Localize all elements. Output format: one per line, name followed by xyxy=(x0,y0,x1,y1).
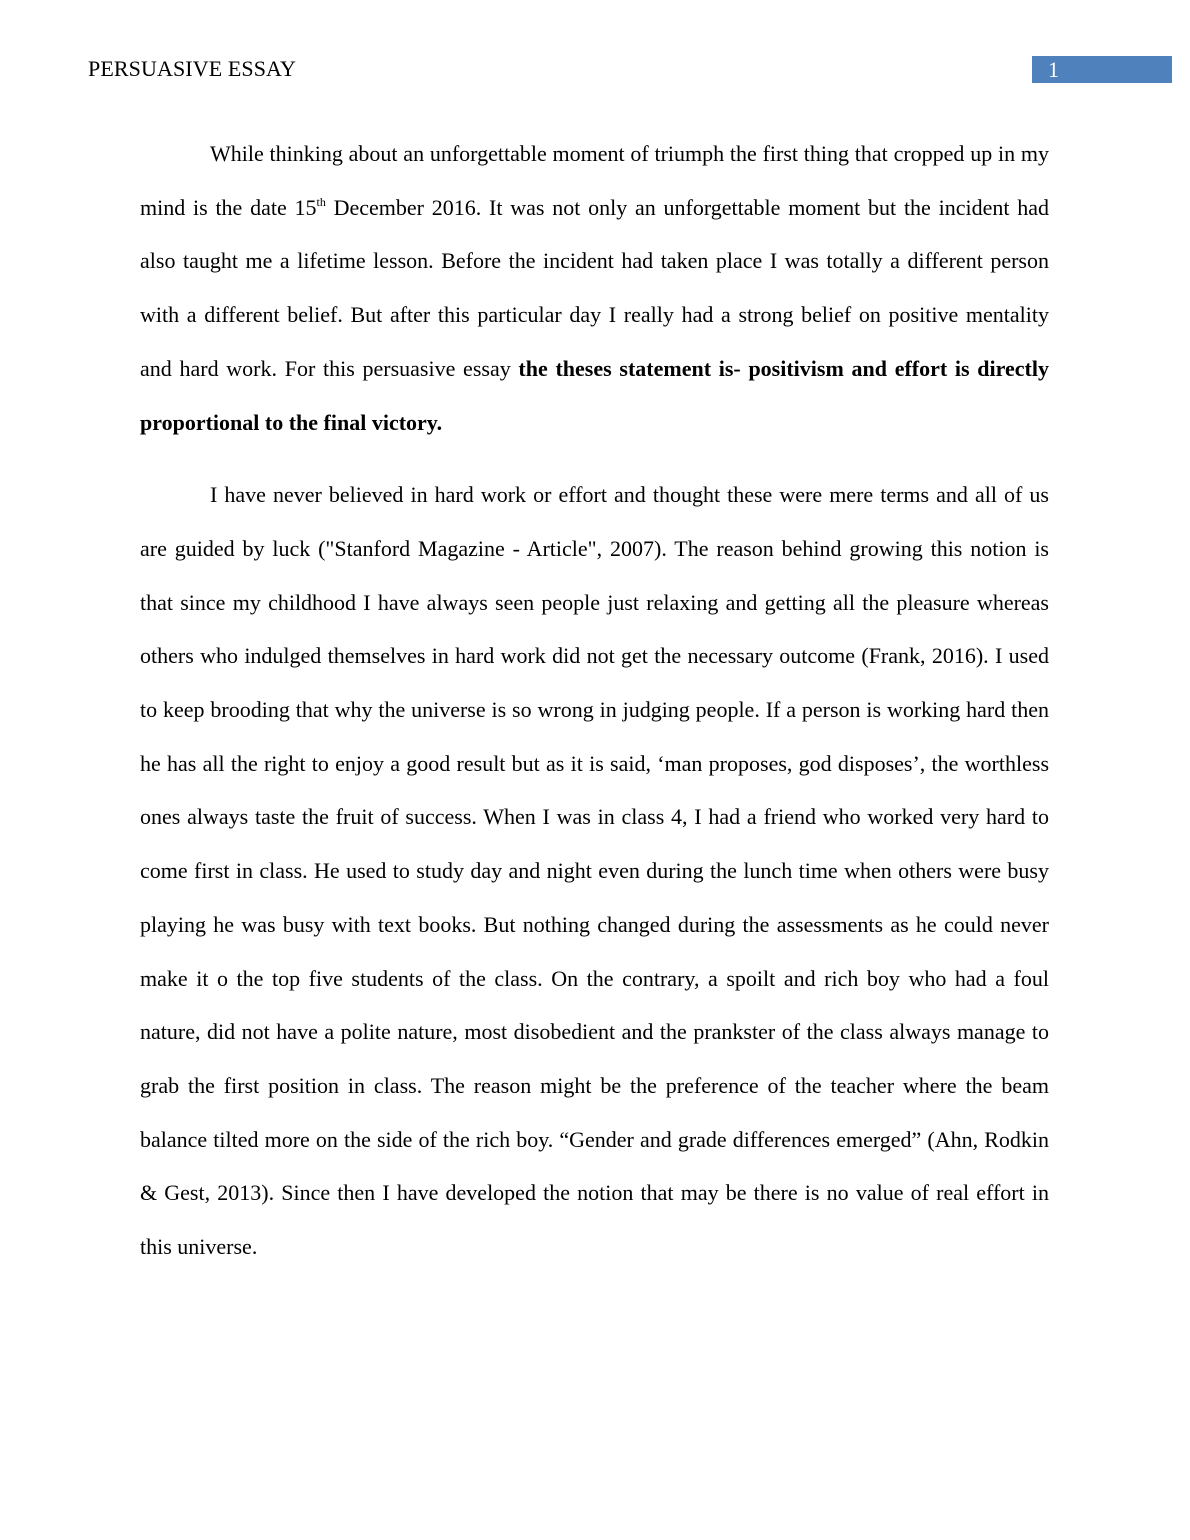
paragraph-1-text-a: While thinking about an unforgettable moment of triumph the first thing that cropped up in my mind is the date 15 xyxy=(140,141,1049,220)
page-number-box xyxy=(1032,56,1172,83)
thesis-statement: the theses statement is- positivism and effort is directly proportional to the final victory. xyxy=(140,355,1049,435)
paragraph-1 xyxy=(140,127,1049,449)
paragraph-1-text-b: December 2016. It was not only an unforgettable moment but the incident had also taught me a lifetime lesson. Before the incident had taken place I was totally a different person with a different belief. But after this particular day I really had a strong belief on positive mentality and hard work. For this persuasive essay xyxy=(140,194,1049,381)
essay-body xyxy=(140,127,1049,1274)
running-head: PERSUASIVE ESSAY xyxy=(88,56,297,81)
paragraph-2: I have never believed in hard work or effort and thought these were mere terms and all of us are guided by luck ("Stanford Magazine - Article", 2007). The reason behind growing this notion is that since my childhood I have always seen people just relaxing and getting all the pleasure whereas others who indulged themselves in hard work did not get the necessary outcome (Frank, 2016). I used to keep brooding that why the universe is so wrong in judging people. If a person is working hard then he has all the right to enjoy a good result but as it is said, ‘man proposes, god disposes’, the worthless ones always taste the fruit of success. When I was in class 4, I had a friend who worked very hard to come first in class. He used to study day and night even during the lunch time when others were busy playing he was busy with text books. But nothing changed during the assessments as he could never make it o the top five students of the class. On the contrary, a spoilt and rich boy who had a foul nature, did not have a polite nature, most disobedient and the prankster of the class always manage to grab the first position in class. The reason might be the preference of the teacher where the beam balance tilted more on the side of the rich boy. “Gender and grade differences emerged” (Ahn, Rodkin & Gest, 2013). Since then I have developed the notion that may be there is no value of real effort in this universe. xyxy=(140,482,1049,1260)
page-number: 1 xyxy=(1048,57,1059,82)
ordinal-superscript: th xyxy=(316,194,326,209)
